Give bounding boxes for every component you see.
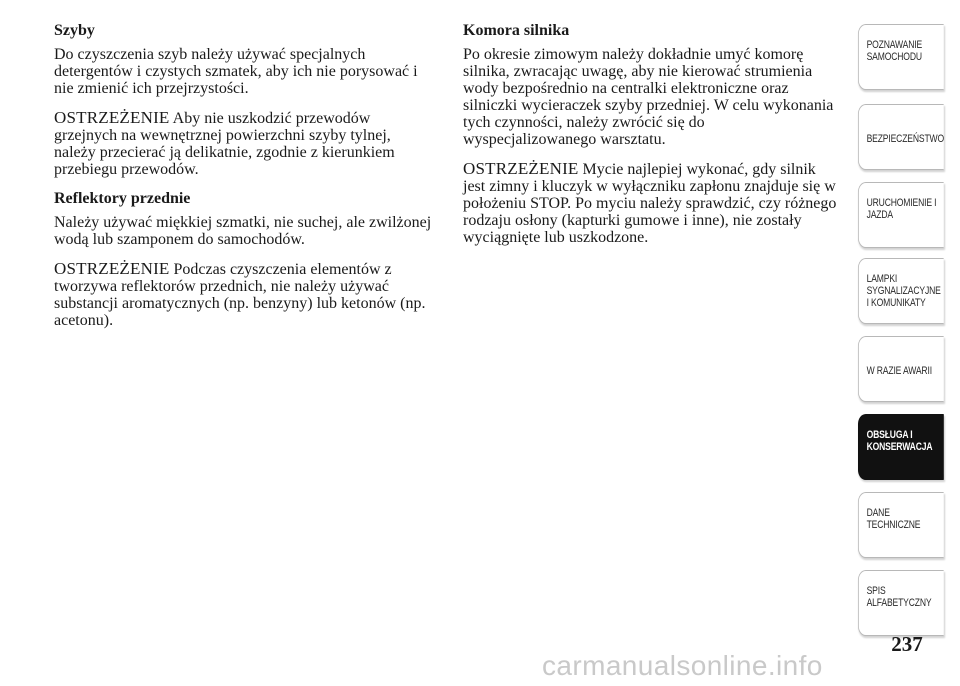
- warning-text: Aby nie uszkodzić przewodów grzejnych na wewnętrznej powierzchni szyby tylnej, należy przecierać ją delikatnie, zgodnie z kierunkiem przebiegu przewodów.: [54, 110, 395, 178]
- warning-label: OSTRZEŻENIE: [463, 159, 579, 178]
- section-heading-reflektory: Reflektory przednie: [54, 190, 191, 207]
- warning-label: OSTRZEŻENIE: [54, 108, 170, 127]
- chapter-tabs: [858, 0, 960, 686]
- tab-bezpieczenstwo[interactable]: [858, 104, 944, 170]
- tab-spis-alfabetyczny[interactable]: [858, 570, 944, 636]
- tab-label: POZNAWANIE SAMOCHODU: [866, 39, 923, 63]
- tab-label: LAMPKI SYGNALIZACYJNE I KOMUNIKATY: [866, 273, 941, 309]
- paragraph-szyby: Do czyszczenia szyb należy używać specjalnych detergentów i czystych szmatek, aby ich nie porysować i nie zmienić ich przejrzystości.: [54, 46, 418, 97]
- watermark: carmanualsonline.info: [542, 650, 823, 681]
- tab-label: SPIS ALFABETYCZNY: [866, 585, 932, 609]
- tab-lampki-sygnalizacyjne[interactable]: [858, 258, 944, 324]
- tab-label: URUCHOMIENIE I JAZDA: [866, 197, 937, 221]
- warning-label: OSTRZEŻENIE: [54, 259, 170, 278]
- paragraph-komora: Po okresie zimowym należy dokładnie umyć komorę silnika, zwracając uwagę, aby nie kierować strumienia wody bezpośrednio na centralki elektroniczne oraz silniczki wycieraczek szyby przedniej. W celu wykonania tych czynności, należy zwrócić się do wyspecjalizowanego warsztatu.: [463, 46, 834, 148]
- tab-uruchomienie-i-jazda[interactable]: [858, 182, 944, 248]
- tab-label: W RAZIE AWARII: [866, 365, 932, 377]
- right-column: [463, 22, 841, 258]
- tab-label: DANE TECHNICZNE: [866, 507, 921, 531]
- warning-reflektory: [54, 260, 436, 329]
- warning-komora: [463, 160, 841, 246]
- tab-poznawanie-samochodu[interactable]: [858, 24, 944, 90]
- warning-text: Mycie najlepiej wykonać, gdy silnik jest zimny i kluczyk w wyłączniku zapłonu znajduje się w położeniu STOP. Po myciu należy sprawdzić, czy różnego rodzaju osłony (kapturki gumowe i inne), nie zostały wyciągnięte lub uszkodzone.: [463, 161, 837, 246]
- tab-w-razie-awarii[interactable]: [858, 336, 944, 402]
- left-column: [54, 22, 436, 341]
- tab-dane-techniczne[interactable]: [858, 492, 944, 558]
- page-number: 237: [891, 632, 923, 656]
- tab-label: BEZPIECZEŃSTWO: [866, 133, 945, 145]
- tab-label: OBSŁUGA I KONSERWACJA: [866, 429, 933, 453]
- tab-obsluga-i-konserwacja[interactable]: [858, 414, 944, 480]
- warning-text: Podczas czyszczenia elementów z tworzywa reflektorów przednich, nie należy używać substancji aromatycznych (np. benzyny) lub ketonów (np. acetonu).: [54, 261, 426, 329]
- warning-szyby: [54, 109, 436, 178]
- section-heading-komora: Komora silnika: [463, 22, 570, 39]
- section-heading-szyby: Szyby: [54, 22, 95, 39]
- paragraph-reflektory: Należy używać miękkiej szmatki, nie suchej, ale zwilżonej wodą lub szamponem do samochodów.: [54, 214, 432, 248]
